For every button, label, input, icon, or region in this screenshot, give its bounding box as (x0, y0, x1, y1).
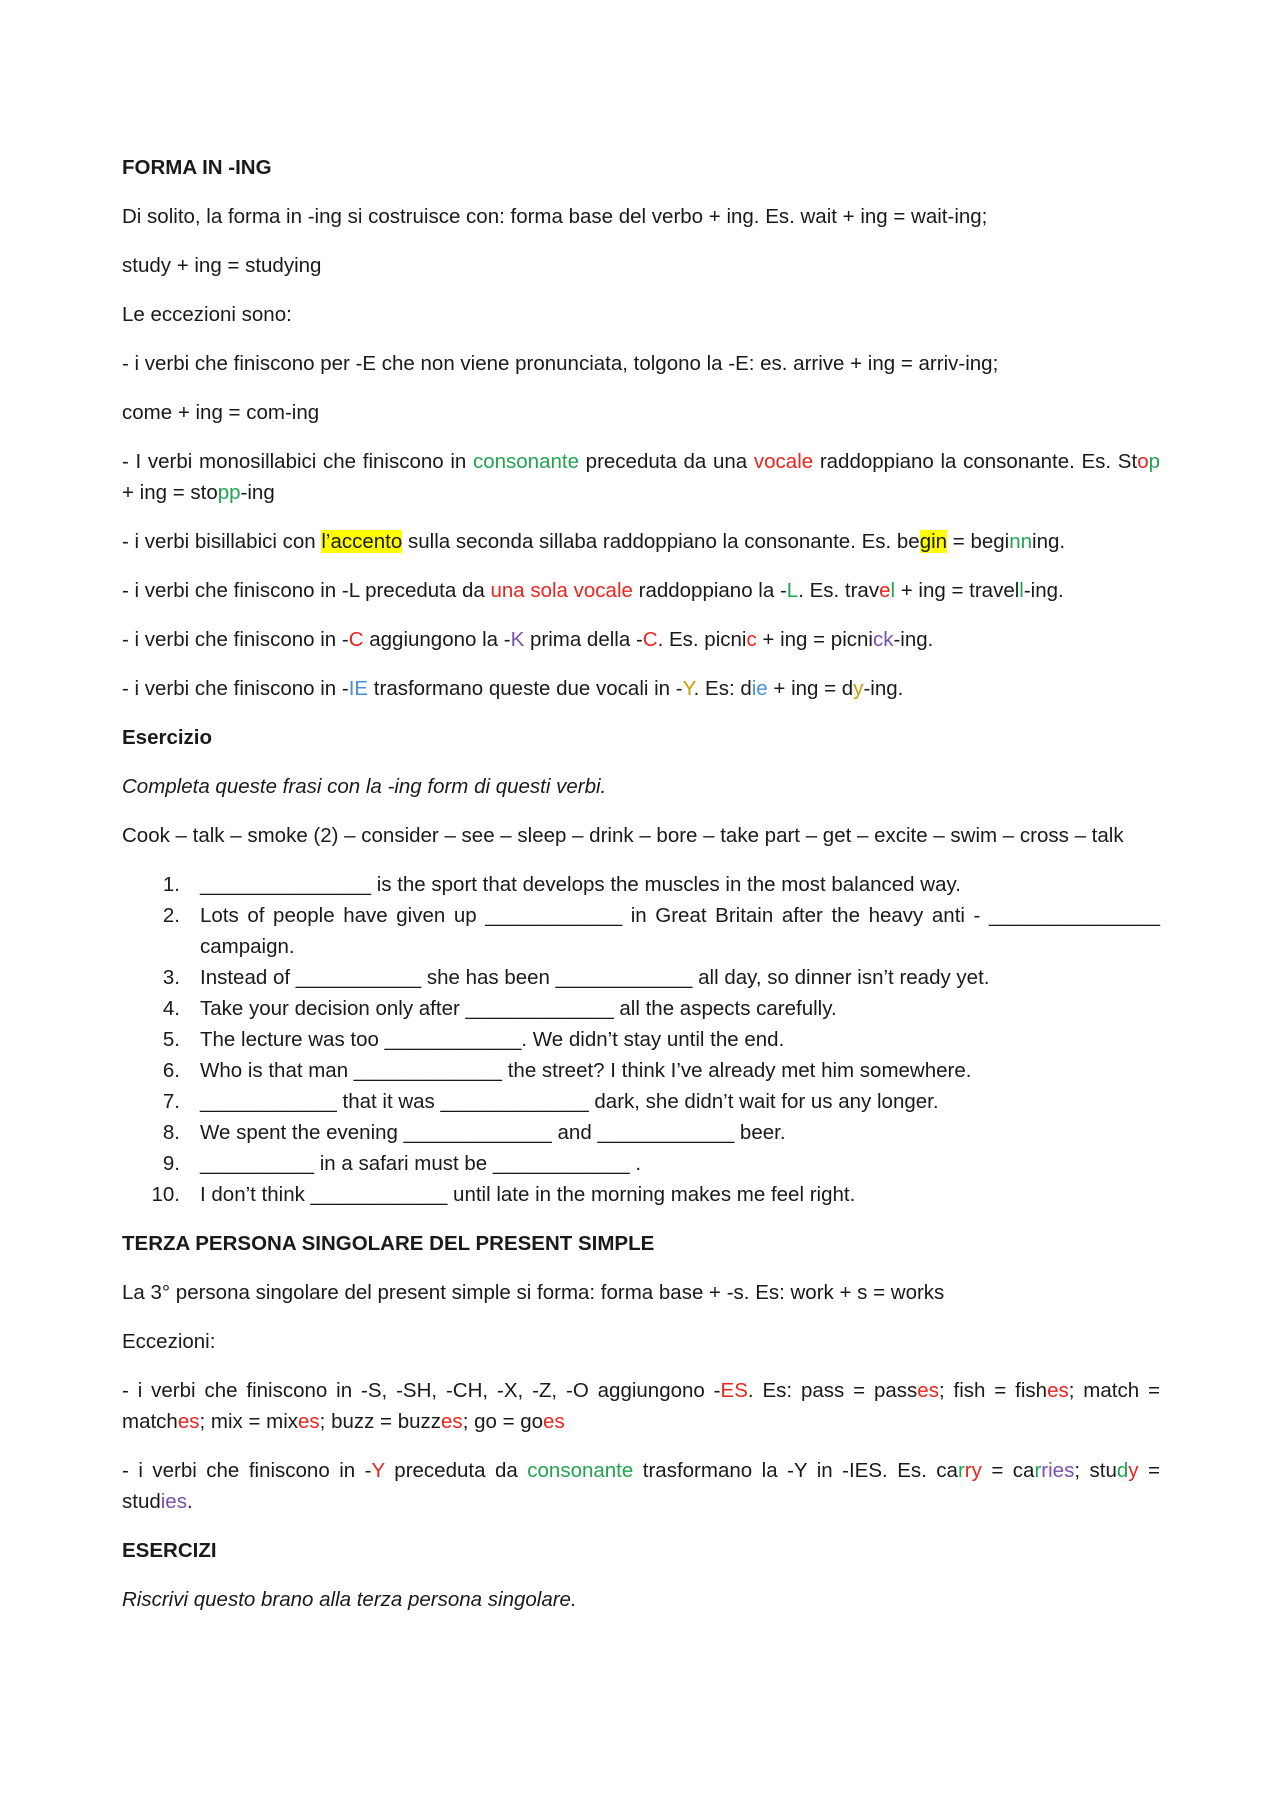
verb-word-list: Cook – talk – smoke (2) – consider – see – sleep – drink – bore – take part – get – excite – swim – cross – talk (122, 824, 1124, 847)
rule-final-c: - i verbi che finiscono in -C aggiungono la -K prima della -C. Es. picnic + ing = picnick-ing. (122, 628, 934, 651)
exceptions-label: Le eccezioni sono: (122, 303, 292, 326)
list-item: 4. Take your decision only after _____________ all the aspects carefully. (162, 997, 837, 1020)
present-simple-exceptions-label: Eccezioni: (122, 1330, 216, 1353)
section-title-present-simple: TERZA PERSONA SINGOLARE DEL PRESENT SIMPLE (122, 1232, 655, 1255)
list-item: 5. The lecture was too ____________. We didn’t stay until the end. (162, 1028, 785, 1051)
ing-intro-example: study + ing = studying (122, 254, 322, 277)
exercise-instruction: Completa queste frasi con la -ing form di questi verbi. (122, 775, 607, 798)
list-item: 7. ____________ that it was _____________ dark, she didn’t wait for us any longer. (162, 1090, 939, 1113)
exercise-list (122, 869, 1160, 1210)
rule-silent-e-example: come + ing = com-ing (122, 401, 320, 424)
rule-final-l: - i verbi che finiscono in -L preceduta da una sola vocale raddoppiano la -L. Es. travel + ing = travell-ing. (122, 579, 1064, 602)
list-item: 6. Who is that man _____________ the street? I think I’ve already met him somewhere. (162, 1059, 972, 1082)
list-item: 2. Lots of people have given up ____________ in Great Britain after the heavy anti - _______________ campaign. (162, 904, 1160, 958)
present-simple-intro: La 3° persona singolare del present simple si forma: forma base + -s. Es: work + s = works (122, 1281, 945, 1304)
list-item: 8. We spent the evening _____________ and ____________ beer. (162, 1121, 786, 1144)
rule-silent-e: - i verbi che finiscono per -E che non viene pronunciata, tolgono la -E: es. arrive + ing = arriv-ing; (122, 352, 999, 375)
list-item: 9. __________ in a safari must be ____________ . (162, 1152, 642, 1175)
exercises-title: ESERCIZI (122, 1539, 217, 1562)
rule-ies-ending: - i verbi che finiscono in -Y preceduta da consonante trasformano la -Y in -IES. Es. carry = carries; study = studies. (122, 1459, 1160, 1513)
rule-bisyllabic: - i verbi bisillabici con l’accento sulla seconda sillaba raddoppiano la consonante. Es. begin = beginning. (122, 530, 1066, 553)
highlight-consonante: consonante (472, 450, 579, 473)
rule-monosyllabic: - I verbi monosillabici che finiscono in consonante preceduta da una vocale raddoppiano la consonante. Es. Stop + ing = stopp-ing (122, 450, 1160, 504)
exercises-instruction: Riscrivi questo brano alla terza persona singolare. (122, 1588, 577, 1611)
list-item: 3. Instead of ___________ she has been ____________ all day, so dinner isn’t ready yet. (162, 966, 990, 989)
highlight-accento: l’accento (321, 530, 403, 553)
exercise-title: Esercizio (122, 726, 213, 749)
list-item: 10. I don’t think ____________ until late in the morning makes me feel right. (151, 1183, 856, 1206)
highlight-vocale: vocale (753, 450, 814, 473)
ing-intro: Di solito, la forma in -ing si costruisce con: forma base del verbo + ing. Es. wait + ing = wait-ing; (122, 205, 988, 228)
highlight-una-sola-vocale: una sola vocale (490, 579, 633, 602)
section-title-ing: FORMA IN -ING (122, 156, 272, 179)
list-item: 1. _______________ is the sport that develops the muscles in the most balanced way. (162, 873, 961, 896)
rule-final-ie: - i verbi che finiscono in -IE trasformano queste due vocali in -Y. Es: die + ing = dy-ing. (122, 677, 904, 700)
rule-es-ending: - i verbi che finiscono in -S, -SH, -CH, -X, -Z, -O aggiungono -ES. Es: pass = passes; fish = fishes; match = matches; mix = mixes; buzz = buzzes; go = goes (122, 1379, 1160, 1433)
